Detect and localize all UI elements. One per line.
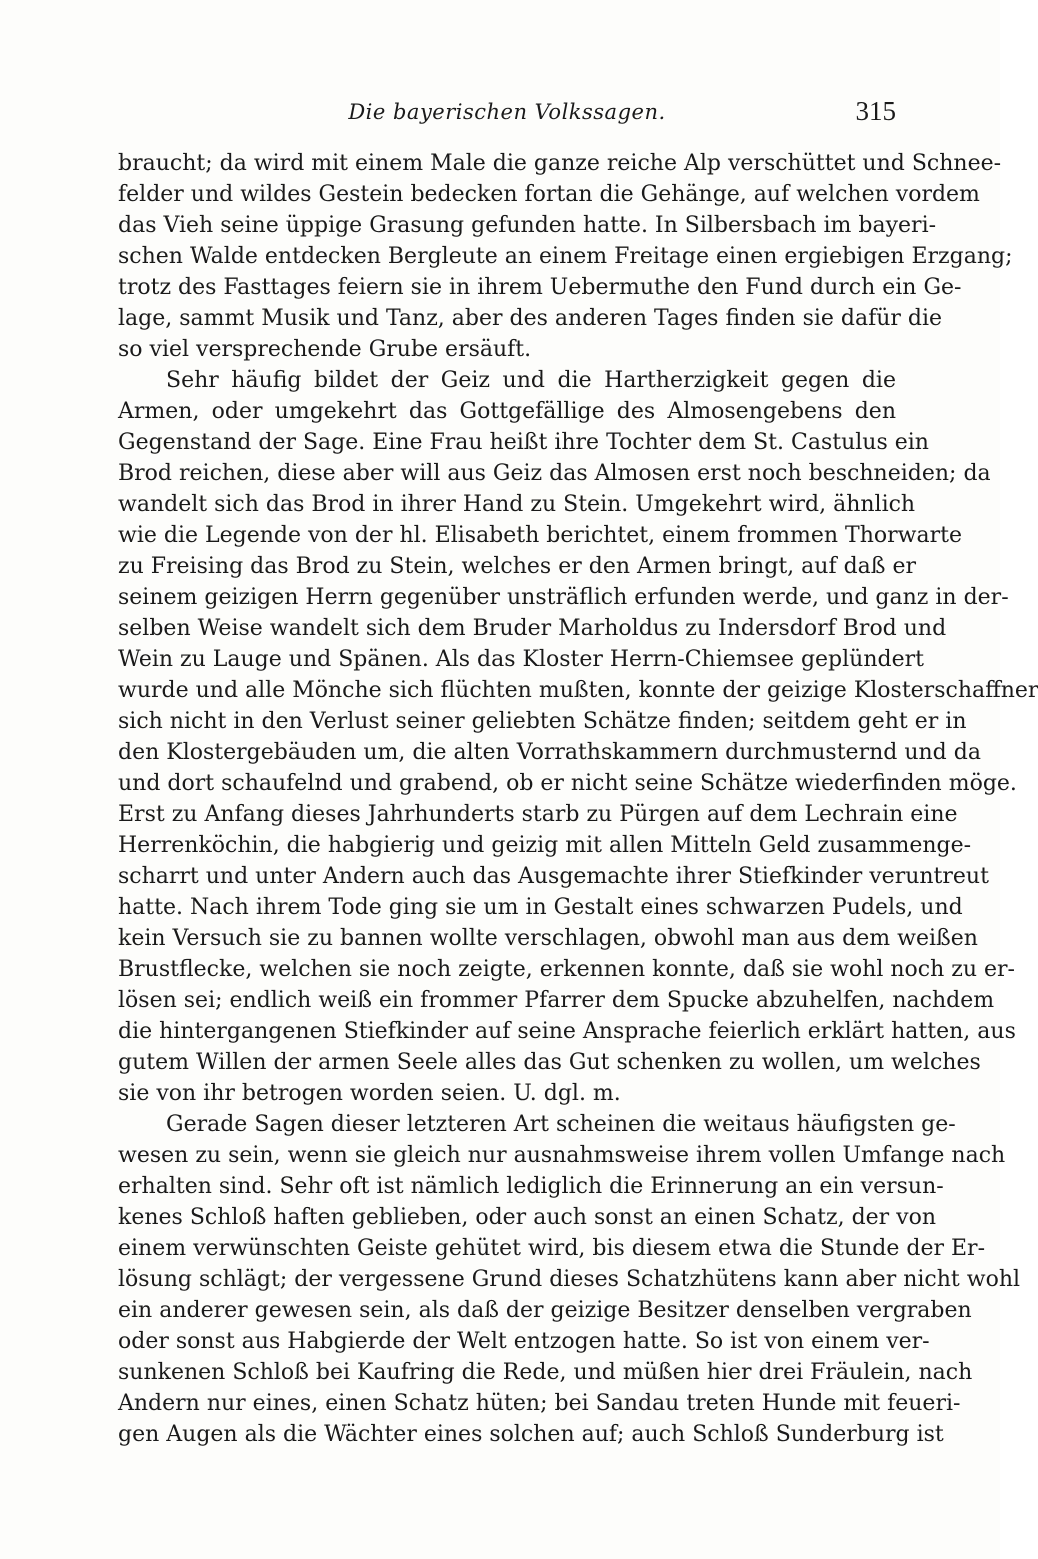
text-line: Andern nur eines, einen Schatz hüten; bei Sandau treten Hunde mit feueri- — [118, 1391, 961, 1416]
text-line: felder und wildes Gestein bedecken fortan die Gehänge, auf welchen vordem — [118, 182, 980, 207]
text-line: wesen zu sein, wenn sie gleich nur ausnahmsweise ihrem vollen Umfange nach — [118, 1143, 1006, 1168]
text-line: lösung schlägt; der vergessene Grund dieses Schatzhütens kann aber nicht wohl — [118, 1267, 1021, 1292]
text-line: Gerade Sagen dieser letzteren Art scheinen die weitaus häufigsten ge- — [166, 1112, 956, 1137]
text-line: braucht; da wird mit einem Male die ganze reiche Alp verschüttet und Schnee- — [118, 151, 1002, 176]
text-line: oder sonst aus Habgierde der Welt entzogen hatte. So ist von einem ver- — [118, 1329, 930, 1354]
running-head — [118, 96, 896, 130]
text-line: das Vieh seine üppige Grasung gefunden hatte. In Silbersbach im bayeri- — [118, 213, 937, 238]
text-line: und dort schaufelnd und grabend, ob er nicht seine Schätze wiederfinden möge. — [118, 771, 1017, 796]
text-line: Wein zu Lauge und Spänen. Als das Kloster Herrn-Chiemsee geplündert — [118, 647, 924, 672]
text-line: selben Weise wandelt sich dem Bruder Marholdus zu Indersdorf Brod und — [118, 616, 947, 641]
text-line: trotz des Fasttages feiern sie in ihrem Uebermuthe den Fund durch ein Ge- — [118, 275, 962, 300]
text-line: wandelt sich das Brod in ihrer Hand zu Stein. Umgekehrt wird, ähnlich — [118, 492, 916, 517]
text-line: kenes Schloß haften geblieben, oder auch sonst an einen Schatz, der von — [118, 1205, 937, 1230]
text-line: wie die Legende von der hl. Elisabeth berichtet, einem frommen Thorwarte — [118, 523, 962, 548]
text-line: kein Versuch sie zu bannen wollte verschlagen, obwohl man aus dem weißen — [118, 926, 978, 951]
text-line: Sehr häufig bildet der Geiz und die Hartherzigkeit gegen die — [166, 368, 896, 393]
text-line: sunkenen Schloß bei Kaufring die Rede, und müßen hier drei Fräulein, nach — [118, 1360, 973, 1385]
text-line: lösen sei; endlich weiß ein frommer Pfarrer dem Spucke abzuhelfen, nachdem — [118, 988, 995, 1013]
text-line: Herrenköchin, die habgierig und geizig mit allen Mitteln Geld zusammenge- — [118, 833, 972, 858]
text-line: gen Augen als die Wächter eines solchen auf; auch Schloß Sunderburg ist — [118, 1422, 944, 1447]
text-line: einem verwünschten Geiste gehütet wird, bis diesem etwa die Stunde der Er- — [118, 1236, 986, 1261]
text-line: Gegenstand der Sage. Eine Frau heißt ihre Tochter dem St. Castulus ein — [118, 430, 929, 455]
text-line: die hintergangenen Stiefkinder auf seine Ansprache feierlich erklärt hatten, aus — [118, 1019, 1016, 1044]
running-title: Die bayerischen Volkssagen. — [348, 100, 666, 124]
text-line: hatte. Nach ihrem Tode ging sie um in Gestalt eines schwarzen Pudels, und — [118, 895, 963, 920]
text-line: sich nicht in den Verlust seiner geliebten Schätze finden; seitdem geht er in — [118, 709, 967, 734]
body-text — [118, 148, 1038, 1450]
page-number: 315 — [855, 96, 896, 126]
text-line: den Klostergebäuden um, die alten Vorrathskammern durchmusternd und da — [118, 740, 981, 765]
text-line: Armen, oder umgekehrt das Gottgefällige des Almosengebens den — [118, 399, 896, 424]
text-line: scharrt und unter Andern auch das Ausgemachte ihrer Stiefkinder veruntreut — [118, 864, 989, 889]
text-line: gutem Willen der armen Seele alles das Gut schenken zu wollen, um welches — [118, 1050, 981, 1075]
text-line: Brustflecke, welchen sie noch zeigte, erkennen konnte, daß sie wohl noch zu er- — [118, 957, 1015, 982]
text-line: sie von ihr betrogen worden seien. U. dgl. m. — [118, 1081, 621, 1106]
text-line: Erst zu Anfang dieses Jahrhunderts starb zu Pürgen auf dem Lechrain eine — [118, 802, 958, 827]
text-line: schen Walde entdecken Bergleute an einem Freitage einen ergiebigen Erzgang; — [118, 244, 1013, 269]
text-line: wurde und alle Mönche sich flüchten mußten, konnte der geizige Klosterschaffner — [118, 678, 1038, 703]
text-line: ein anderer gewesen sein, als daß der geizige Besitzer denselben vergraben — [118, 1298, 972, 1323]
text-line: zu Freising das Brod zu Stein, welches er den Armen bringt, auf daß er — [118, 554, 917, 579]
text-line: seinem geizigen Herrn gegenüber unsträflich erfunden werde, und ganz in der- — [118, 585, 1009, 610]
text-line: erhalten sind. Sehr oft ist nämlich lediglich die Erinnerung an ein versun- — [118, 1174, 944, 1199]
text-line: lage, sammt Musik und Tanz, aber des anderen Tages finden sie dafür die — [118, 306, 943, 331]
text-line: so viel versprechende Grube ersäuft. — [118, 337, 532, 362]
text-line: Brod reichen, diese aber will aus Geiz das Almosen erst noch beschneiden; da — [118, 461, 991, 486]
